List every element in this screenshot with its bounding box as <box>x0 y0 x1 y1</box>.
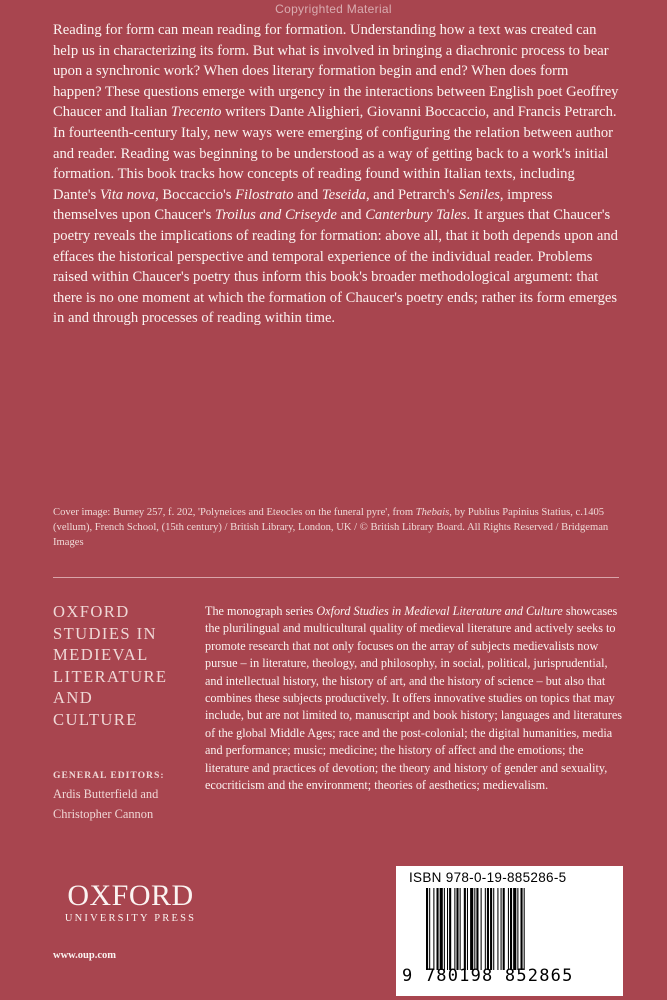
series-description <box>205 603 623 794</box>
barcode-icon <box>426 888 608 970</box>
publisher-subtitle: UNIVERSITY PRESS <box>64 913 197 924</box>
watermark: Copyrighted Material <box>275 2 392 16</box>
series-title-line: STUDIES IN <box>53 623 157 643</box>
series-description-text: The monograph series Oxford Studies in Medieval Literature and Culture showcases the plurilingual and multicultural quality of medieval literature and actively seeks to promote research that not only focuses on the array of subjects medievalists now pursue – in literature, theology, and philosophy, in social, political, jurisprudential, and intellectual history, the history of art, and the history of science – but also that combines these subjects productively. It offers innovative studies on topics that may include, but are not limited to, manuscript and book history; languages and literatures of the global Middle Ages; race and the post-colonial; the digital humanities, media and performance; music; medicine; the history of affect and the emotions; the literature and practices of devotion; the theory and history of gender and sexuality, ecocriticism and the environment; theories of aesthetics; medievalism. <box>205 604 622 793</box>
isbn-barcode-box <box>396 866 623 996</box>
editor-line: Christopher Cannon <box>53 806 154 821</box>
series-title-line: AND <box>53 688 94 707</box>
publisher-url: www.oup.com <box>53 950 117 961</box>
series-title-line: OXFORD <box>53 602 130 621</box>
isbn-label: ISBN 978-0-19-885286-5 <box>409 870 567 885</box>
cover-image-credit <box>53 505 619 550</box>
cover-credit-text: Cover image: Burney 257, f. 202, 'Polyneices and Eteocles on the funeral pyre', from Thebais, by Publius Papinius Statius, c.1405 (vellum), French School, (15th century) / British Library, London, UK / © British Library Board. All Rights Reserved / Bridgeman Images <box>53 507 609 548</box>
book-blurb <box>53 20 619 329</box>
blurb-paragraph: Reading for form can mean reading for formation. Understanding how a text was created can help us in characterizing its form. But what is involved in bringing a diachronic process to bear upon a synchronic work? When does literary formation begin and end? When does form happen? These questions emerge with urgency in the interactions between English poet Geoffrey Chaucer and Italian Trecento writers Dante Alighieri, Giovanni Boccaccio, and Francis Petrarch. In fourteenth-century Italy, new ways were emerging of configuring the relation between author and reader. Reading was beginning to be understood as a way of getting back to a work's initial formation. This book tracks how concepts of reading found within Italian texts, including Dante's Vita nova, Boccaccio's Filostrato and Teseida, and Petrarch's Seniles, impress themselves upon Chaucer's Troilus and Criseyde and Canterbury Tales. It argues that Chaucer's poetry reveals the implications of reading for formation: above all, that it both depends upon and effaces the historical perspective and temporal experience of the individual reader. Problems raised within Chaucer's poetry thus inform this book's broader methodological argument: that there is no one moment at which the formation of Chaucer's poetry ends; rather its form emerges in and through processes of reading within time. <box>53 22 619 327</box>
editor-line: Ardis Butterfield and <box>53 787 159 801</box>
general-editors <box>53 785 158 824</box>
series-title-line: CULTURE <box>53 709 138 729</box>
series-title-line: MEDIEVAL <box>53 645 149 664</box>
divider-rule <box>53 577 619 578</box>
series-title-line: LITERATURE <box>53 666 168 686</box>
publisher-name: OXFORD <box>67 879 194 912</box>
isbn-digits: 9 780198 852865 <box>402 966 574 986</box>
publisher-logo <box>53 880 208 926</box>
series-title <box>53 601 193 730</box>
general-editors-heading: GENERAL EDITORS: <box>53 770 165 781</box>
